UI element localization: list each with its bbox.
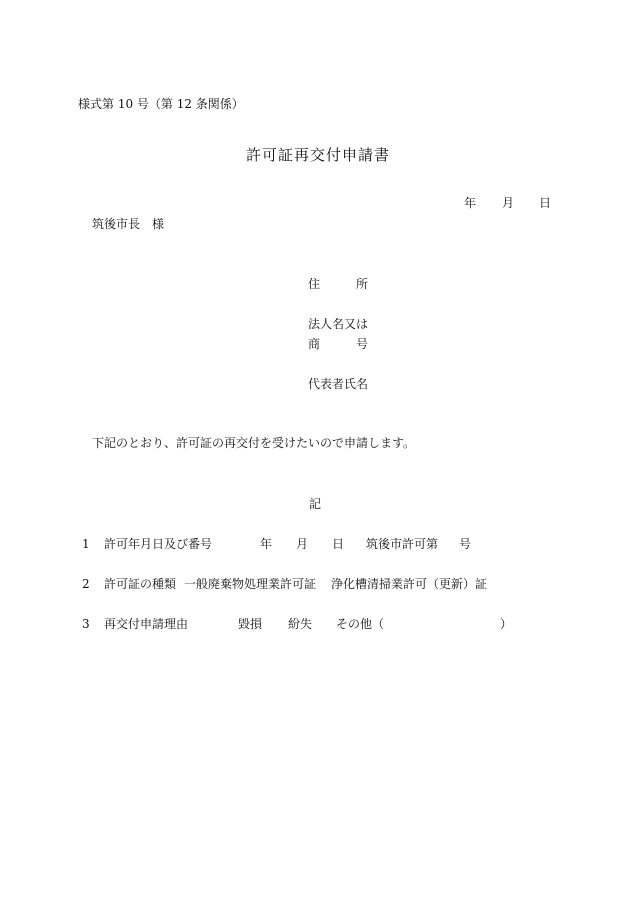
item-number: 1 [82,537,90,551]
option-damaged: 毀損 [238,617,263,631]
item-label: 再交付申請理由 [104,617,189,631]
date-year: 年 [464,196,477,210]
page-title: 許可証再交付申請書 [246,146,391,164]
date-month: 月 [502,196,515,210]
item-number: 2 [82,577,90,591]
item-month: 月 [296,537,309,551]
address-label-2: 所 [356,277,369,291]
item-number: 3 [82,617,90,631]
date-day: 日 [539,196,552,210]
option-general-waste-permit: 一般廃棄物処理業許可証 [184,577,317,591]
ki-heading: 記 [309,497,322,511]
address-label-1: 住 [308,277,321,291]
item-day: 日 [332,537,345,551]
representative-label: 代表者氏名 [308,377,369,391]
permit-suffix: 号 [459,537,472,551]
option-septic-cleaning-permit: 浄化槽清掃業許可（更新）証 [331,577,488,591]
body-text: 下記のとおり、許可証の再交付を受けたいので申請します。 [92,436,416,450]
option-other-close: ） [500,617,513,631]
item-label: 許可証の種類 [104,577,177,591]
form-number: 様式第 10 号（第 12 条関係） [78,97,244,111]
permit-prefix: 筑後市許可第 [366,537,439,551]
name-label-line1: 法人名又は [308,317,369,331]
option-other: その他（ [336,617,385,631]
item-year: 年 [260,537,273,551]
name-label-line2-a: 商 [308,337,321,351]
name-label-line2-b: 号 [356,337,369,351]
item-label: 許可年月日及び番号 [104,537,213,551]
option-lost: 紛失 [288,617,313,631]
addressee: 筑後市長 様 [92,217,165,231]
